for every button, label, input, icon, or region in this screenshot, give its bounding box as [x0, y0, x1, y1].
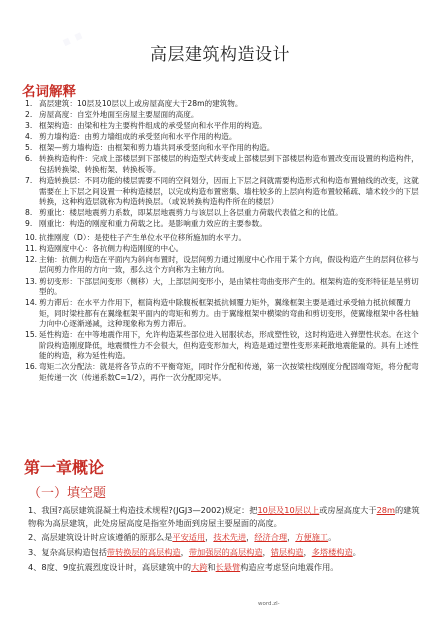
definition-number: 8.: [25, 208, 33, 218]
question-text: 的建筑物称为高层建筑，此处房屋高度是指室外地面到房屋主要屋面的高度。: [28, 505, 420, 528]
definition-number: 13.: [25, 276, 38, 286]
question-text: 或房屋高度大于: [319, 505, 377, 515]
definition-text: 弯矩二次分配法：就是将各节点的不平衡弯矩，同时作分配和传递，第一次按梁柱线刚度分配固端弯矩，将分配弯矩传递一次（传递系数C=1/2），再作一次分配即完毕。: [39, 362, 419, 382]
section-heading: （一）填空题: [28, 486, 107, 501]
questions-list: [28, 504, 420, 576]
definition-number: 1.: [25, 99, 33, 108]
definition-text: 框架—剪力墙构造：由框架和剪力墙共同承受竖向和水平作用的构造。: [39, 143, 275, 153]
definition-number: 15.: [25, 330, 38, 340]
definition-item: [25, 233, 423, 244]
definition-text: 转换构造构件：完成上部楼层到下部楼层的构造型式转变或上部楼层到下部楼层构造布置改变而设置的构造构件，包括转换梁、转换桁架、转换板等。: [39, 154, 419, 174]
definition-item: [25, 154, 423, 175]
definition-number: 2.: [25, 110, 33, 120]
chapter-heading: 第一章概论: [24, 458, 105, 477]
definition-item: [25, 298, 423, 330]
definition-text: 剪力墙构造：由剪力墙组成的承受竖向和水平作用的构造。: [39, 132, 237, 142]
watermark: ··: [52, 16, 94, 64]
question-text: ，: [180, 547, 189, 558]
definition-number: 14.: [25, 298, 38, 308]
question-text: ，: [303, 547, 312, 558]
definition-text: 构造转换层：不同功能的楼层需要不同的空间划分，因而上下层之间就需要构造形式和构造布置轴线的改变，这就需要在上下层之间设置一种构造楼层，以完成构造布置密集、墙柱较多的上层向构造布置较稀疏、墙术较少的下层转换，这种构造层就称为构造转换层。（或说转换构造构件所在的楼层）: [39, 176, 419, 207]
definition-item: [25, 99, 423, 110]
question-text: 3、复杂高层构造包括: [28, 547, 107, 558]
question-text: ，: [262, 547, 271, 558]
answer-text: 技术先进: [213, 532, 247, 543]
definition-number: 7.: [25, 176, 33, 186]
glossary-heading: 名词解释: [22, 84, 76, 100]
definition-number: 6.: [25, 154, 33, 164]
question-text: 4、8度、9度抗震烈度设计时，高层建筑中的: [28, 562, 192, 573]
question-text: 。: [352, 547, 361, 558]
answer-text: 多塔楼构造: [311, 547, 353, 558]
definition-item: [25, 244, 423, 255]
definition-number: 10.: [25, 232, 38, 242]
definition-text: 刚重比：构造的刚度和重力荷载之比。是影响重力效应的主要参数。: [39, 219, 267, 229]
definition-text: 房屋高度：自室外地面至房屋主要屋面的高度。: [39, 110, 199, 120]
definition-number: 3.: [25, 121, 33, 131]
definition-item: [25, 255, 423, 276]
definition-text: 剪切变形：下部层间变形（侧移）大，上部层间变形小，是由梁柱弯曲变形产生的。框架构造的变形特征是呈剪切型的。: [39, 276, 419, 297]
definition-text: 框架构造：由梁和柱为主要构件组成的承受竖向和水平作用的构造。: [39, 121, 267, 131]
definition-number: 9.: [25, 219, 33, 229]
definition-item: [25, 110, 423, 121]
answer-text: 错层构造: [270, 547, 304, 558]
answer-text: 长悬臂: [215, 562, 241, 573]
fill-blank-question: [28, 561, 420, 574]
question-text: ，: [246, 532, 255, 543]
definition-item: [25, 277, 423, 298]
question-text: 1、我国?高层建筑混凝土构造技术规程?(JGJ3—2002)规定：把: [28, 505, 258, 515]
question-text: 和: [207, 562, 216, 573]
definition-number: 12.: [25, 254, 38, 264]
answer-text: 大跨: [191, 562, 208, 573]
definition-text: 剪力滞后：在水平力作用下，框筒构造中除腹板框架抵抗倾覆力矩外，翼缘框架主要是通过承受轴力抵抗倾覆力矩，同时梁柱都有在翼缘框架平面内的弯矩和剪力。由于翼缘框架中横梁的弯曲和剪切变形，使翼缘框架中各柱轴力向中心逐渐递减，这种现象称为剪力滞后。: [39, 298, 419, 329]
answer-text: 平安适用: [172, 532, 206, 543]
definition-text: 延性构造：在中等地震作用下，允许构造某些部位进入屈服状态，形成塑性铰，这时构造进入弹塑性状态。在这个阶段构造刚度降低，地震惯性力不会很大，但构造变形加大，构造是通过塑性变形来耗散地震能量的。具有上述性能的构造，称为延性构造。: [39, 330, 419, 361]
definition-item: [25, 219, 423, 230]
answer-text: 10层及10层以上: [257, 505, 320, 515]
fill-blank-question: [28, 504, 420, 529]
definition-item: [25, 121, 423, 132]
question-text: 构造应考虑竖向地震作用。: [240, 562, 339, 573]
definition-text: 主轴：抗侧力构造在平面内为斜向布置时，设层间剪力通过刚度中心作用于某个方向，假设构造产生的层间位移与层间剪力作用的方向一致，那么这个方向称为主轴方向。: [39, 254, 419, 275]
definition-text: 抗推刚度（D）：是使柱子产生单位水平位移所施加的水平力。: [39, 232, 247, 242]
answer-text: 方便施工: [295, 532, 329, 543]
definition-text: 构造刚度中心：各抗侧力构造刚度的中心。: [39, 243, 184, 253]
answer-text: 带转换层的高层构造: [106, 547, 181, 558]
definition-item: [25, 330, 423, 362]
definition-item: [25, 143, 423, 154]
definition-text: 剪重比：楼层地震剪力系数，即某层地震剪力与该层以上各层重力荷载代表值之和的比值。: [39, 208, 343, 218]
answer-text: 28m: [376, 505, 395, 515]
question-text: 。: [328, 532, 337, 543]
definition-item: [25, 362, 423, 383]
question-text: ，: [205, 532, 214, 543]
question-text: ，: [287, 532, 296, 543]
definition-item: [25, 132, 423, 143]
definition-number: 5.: [25, 143, 33, 153]
fill-blank-question: [28, 546, 420, 559]
definitions-list: [25, 99, 423, 384]
definition-item: [25, 208, 423, 219]
footer-text: word.zl-: [258, 601, 280, 607]
definition-number: 4.: [25, 132, 33, 142]
answer-text: 带加强层的高层构造: [188, 547, 263, 558]
definition-item: [25, 176, 423, 208]
page-title: 高层建筑构造设计: [150, 45, 290, 65]
fill-blank-question: [28, 531, 420, 544]
answer-text: 经济合理: [254, 532, 288, 543]
question-text: 2、高层建筑设计时应该遵循的原那么是: [28, 532, 173, 543]
definition-number: 16.: [25, 362, 38, 372]
definition-number: 11.: [25, 243, 38, 253]
definition-text: 高层建筑：10层及10层以上或房屋高度大于28m的建筑物。: [39, 99, 243, 108]
